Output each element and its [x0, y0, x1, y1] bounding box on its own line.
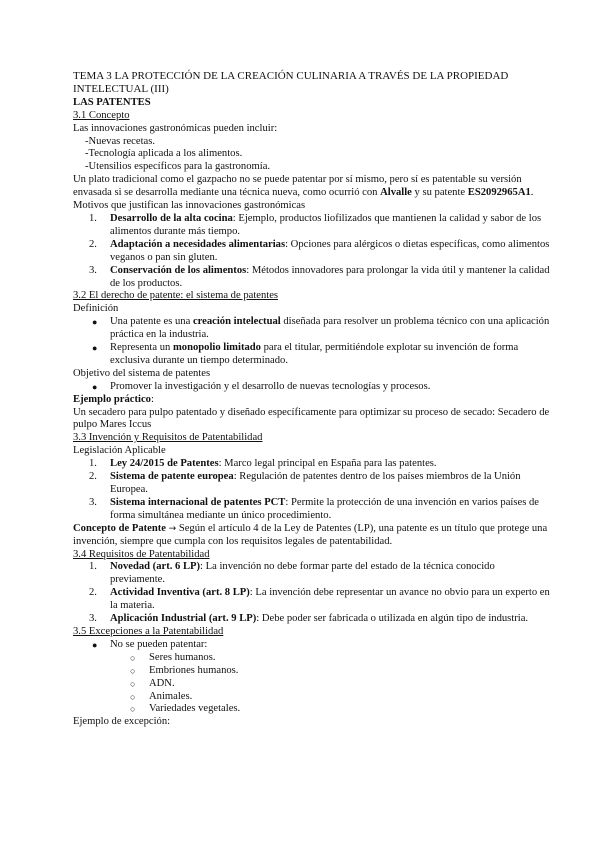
list-item [73, 639, 550, 652]
sub-list-item-text: ADN. [149, 677, 175, 689]
circle-bullet-marker: ○ [130, 665, 136, 676]
list-item-term: creación intelectual [192, 316, 281, 328]
list-item-term: Sistema de patente europea [110, 471, 234, 483]
legislacion-label: Legislación Aplicable [73, 445, 166, 457]
list-item-term: Ley 24/2015 de Patentes [110, 458, 219, 470]
list-item-term: monopolio limitado [172, 342, 261, 354]
list-item [73, 265, 550, 291]
patent-number: ES2092965A1 [467, 187, 531, 199]
bullet-marker: ● [92, 317, 98, 328]
list-item [73, 239, 550, 265]
list-item-text: Representa un [110, 342, 173, 354]
list-item-text: No se pueden patentar: [110, 638, 208, 650]
objetivo-label: Objetivo del sistema de patentes [73, 367, 211, 379]
list-number: 1. [89, 458, 97, 470]
list-item-text: para el titular, permitiéndole explotar su invención de forma exclusiva durante un tiempo determinado. [110, 342, 519, 366]
section-3-4-title: 3.4 Requisitos de Patentabilidad [73, 548, 210, 560]
list-item [73, 613, 550, 626]
dash-item: -Tecnología aplicada a los alimentos. [85, 148, 243, 160]
list-item [73, 381, 550, 394]
paragraph-text: . [530, 187, 534, 199]
arrow-right-icon: → [168, 523, 177, 534]
list-item [73, 342, 550, 368]
dash-item: -Utensilios específicos para la gastronomía. [85, 161, 271, 173]
dash-item: -Nuevas recetas. [85, 135, 155, 147]
section-heading: LAS PATENTES [73, 96, 151, 108]
list-number: 1. [89, 561, 97, 573]
list-number: 3. [89, 613, 97, 625]
motivos-list [73, 213, 550, 290]
list-item [73, 587, 550, 613]
list-number: 2. [89, 471, 97, 483]
sub-list-item [73, 678, 550, 691]
objetivo-list [73, 381, 550, 394]
sub-list-item-text: Variedades vegetales. [149, 703, 241, 715]
brand-name: Alvalle [380, 187, 412, 199]
list-item-text: diseñada para resolver un problema técnico con una aplicación práctica en la industria. [110, 316, 550, 341]
list-item-text: : Opciones para alérgicos o dietas específicas, como alimentos veganos o pan sin gluten. [110, 238, 550, 263]
list-item-text: : Permite la protección de una invención en varios países de forma simultánea mediante un único procedimiento. [110, 496, 539, 521]
circle-bullet-marker: ○ [130, 704, 136, 715]
list-item-text: Promover la investigación y el desarrollo de nuevas tecnologías y procesos. [110, 380, 431, 392]
list-item [73, 561, 550, 587]
circle-bullet-marker: ○ [130, 652, 136, 663]
list-number: 3. [89, 264, 97, 276]
list-number: 1. [89, 212, 97, 224]
sub-list-item [73, 665, 550, 678]
list-item-text: : La invención no debe formar parte del estado de la técnica conocido previamente. [110, 561, 495, 586]
list-item-text: : Regulación de patentes dentro de los países miembros de la Unión Europea. [110, 471, 521, 495]
sub-list-item [73, 703, 550, 716]
section-3-1-title: 3.1 Concepto [73, 109, 130, 121]
list-item-text: : Marco legal principal en España para las patentes. [218, 458, 437, 470]
section-3-2-title: 3.2 El derecho de patente: el sistema de patentes [73, 290, 279, 302]
bullet-marker: ● [92, 381, 98, 392]
list-item-text: Una patente es una [110, 316, 193, 328]
motivos-label: Motivos que justifican las innovaciones gastronómicas [73, 200, 306, 212]
list-number: 2. [89, 587, 97, 599]
sub-list-item-text: Embriones humanos. [149, 664, 239, 676]
section-3-1-intro: Las innovaciones gastronómicas pueden incluir: [73, 122, 278, 134]
list-item [73, 497, 550, 523]
list-item [73, 316, 550, 342]
concepto-paragraph [73, 523, 550, 549]
section-3-5-title: 3.5 Excepciones a la Patentabilidad [73, 625, 224, 637]
list-item-text: : Ejemplo, productos liofilizados que mantienen la calidad y sabor de los alimentos durante más tiempo. [110, 212, 542, 237]
list-number: 3. [89, 496, 97, 508]
sub-list-item [73, 652, 550, 665]
bullet-marker: ● [92, 343, 98, 354]
sub-list-item-text: Seres humanos. [149, 651, 216, 663]
paragraph-text: Un plato tradicional como el gazpacho no se puede patentar por sí mismo, pero sí es patentable su versión envasada si se desarrolla mediante una técnica nueva, como ocurrió con [73, 174, 522, 199]
list-item-term: Aplicación Industrial (art. 9 LP) [110, 613, 257, 625]
excepciones-sublist [73, 652, 550, 717]
definicion-label: Definición [73, 303, 119, 315]
list-item-term: Actividad Inventiva (art. 8 LP) [110, 587, 250, 599]
paragraph-text: y su patente [411, 187, 468, 199]
ejemplo-term: Ejemplo práctico [73, 393, 151, 405]
concepto-term: Concepto de Patente [73, 522, 166, 534]
ejemplo-colon: : [150, 393, 154, 405]
document-title: TEMA 3 LA PROTECCIÓN DE LA CREACIÓN CULINARIA A TRAVÉS DE LA PROPIEDAD INTELECTUAL (III) [73, 70, 509, 96]
gazpacho-paragraph [73, 174, 550, 200]
list-item [73, 458, 550, 471]
list-number: 2. [89, 238, 97, 250]
list-item-term: Novedad (art. 6 LP) [110, 561, 201, 573]
sub-list-item [73, 691, 550, 704]
list-item-term: Desarrollo de la alta cocina [110, 212, 233, 224]
ejemplo-excepcion-label: Ejemplo de excepción: [73, 716, 171, 728]
ejemplo-label [73, 394, 550, 407]
definicion-list [73, 316, 550, 368]
circle-bullet-marker: ○ [130, 691, 136, 702]
list-item-text: : Debe poder ser fabricada o utilizada en algún tipo de industria. [256, 613, 529, 625]
list-item-text: : La invención debe representar un avance no obvio para un experto en la materia. [110, 587, 550, 612]
ejemplo-text: Un secadero para pulpo patentado y diseñado específicamente para optimizar su proceso de secado: Secadero de pulpo Mares Iccus [73, 406, 550, 431]
list-item [73, 213, 550, 239]
excepciones-list [73, 639, 550, 652]
list-item-term: Conservación de los alimentos [110, 264, 247, 276]
list-item-text: : Métodos innovadores para prolongar la vida útil y mantener la calidad de los productos. [110, 264, 550, 289]
list-item-term: Sistema internacional de patentes PCT [110, 496, 286, 508]
requisitos-list [73, 561, 550, 626]
legislacion-list [73, 458, 550, 523]
sub-list-item-text: Animales. [149, 690, 193, 702]
bullet-marker: ● [92, 639, 98, 650]
list-item [73, 471, 550, 497]
section-3-3-title: 3.3 Invención y Requisitos de Patentabilidad [73, 432, 263, 444]
circle-bullet-marker: ○ [130, 678, 136, 689]
list-item-term: Adaptación a necesidades alimentarias [110, 238, 286, 250]
concepto-text: Según el artículo 4 de la Ley de Patentes (LP), una patente es un título que protege una invención, siempre que cumpla con los requisitos legales de patentabilidad. [73, 522, 548, 547]
